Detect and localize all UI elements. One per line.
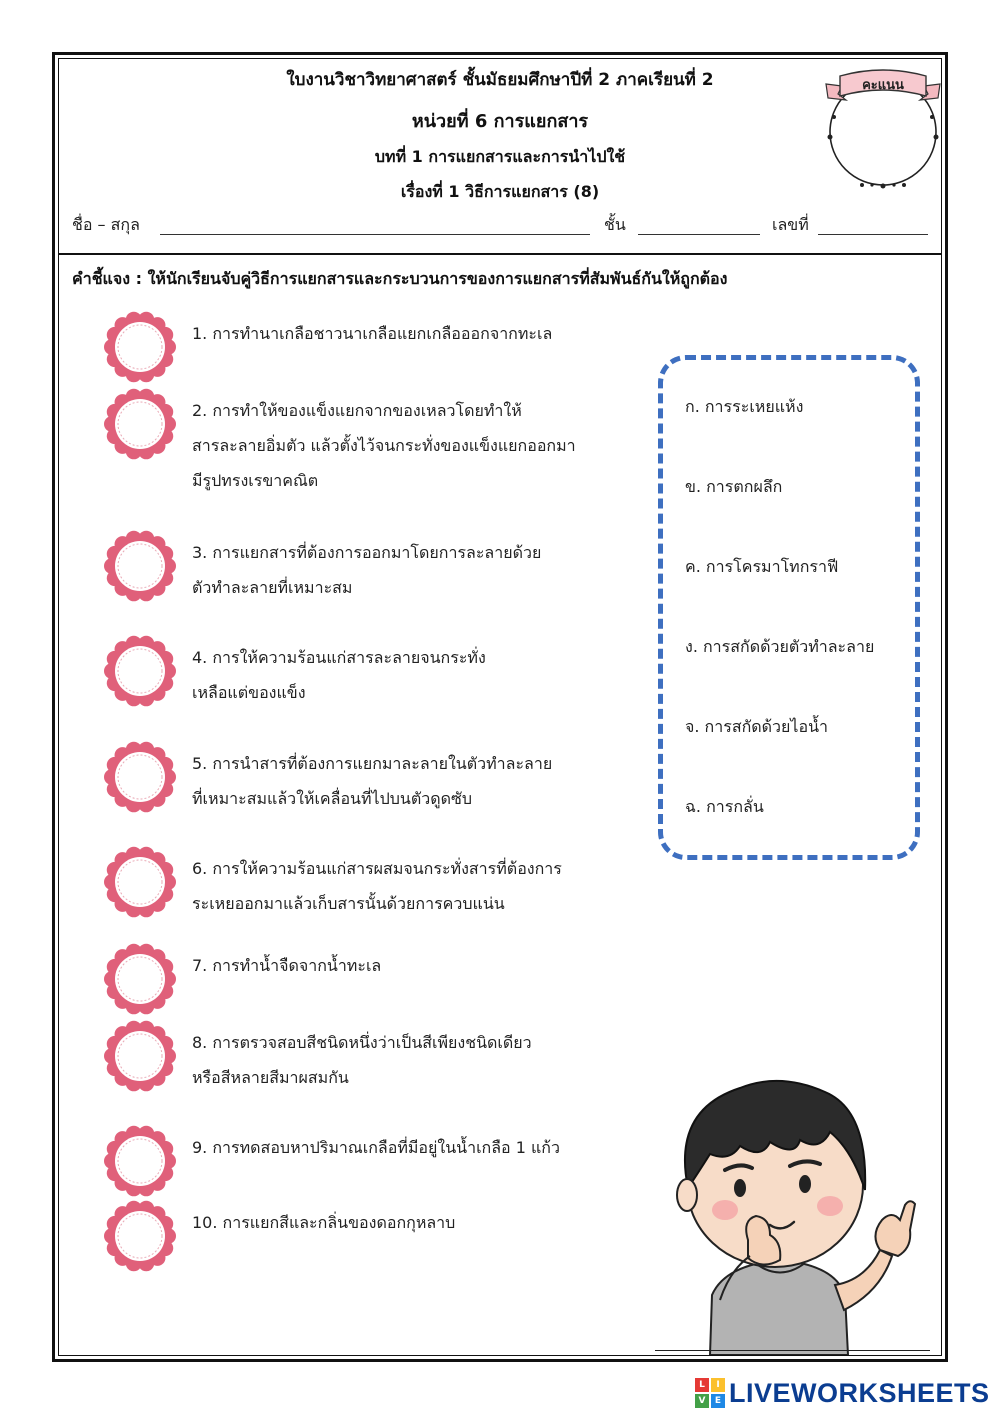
answer-options-box	[658, 355, 920, 860]
liveworksheets-brand: LIVEWORKSHEETS	[729, 1377, 990, 1408]
question-text-line: ระเหยออกมาแล้วเก็บสารนั้นด้วยการควบแน่น	[192, 894, 505, 913]
answer-input[interactable]	[118, 402, 162, 446]
topic-title: เรื่องที่ 1 วิธีการแยกสาร (8)	[400, 182, 600, 201]
question-text-line: 5. การนำสารที่ต้องการแยกมาละลายในตัวทำละลาย	[192, 754, 553, 773]
answer-input[interactable]	[118, 325, 162, 369]
logo-letter: E	[711, 1394, 725, 1408]
answer-option: ค. การโครมาโทกราฟี	[685, 557, 839, 576]
answer-input[interactable]	[118, 957, 162, 1001]
answer-input[interactable]	[118, 860, 162, 904]
illustration-baseline	[655, 1350, 930, 1351]
answer-option: ก. การระเหยแห้ง	[685, 397, 804, 416]
answer-option: ง. การสกัดด้วยตัวทำละลาย	[685, 637, 875, 656]
answer-input[interactable]	[118, 544, 162, 588]
question-text-line: 9. การทดสอบหาปริมาณเกลือที่มีอยู่ในน้ำเกลือ 1 แก้ว	[192, 1138, 560, 1157]
question-text-line: 6. การให้ความร้อนแก่สารผสมจนกระทั่งสารที่ต้องการ	[192, 859, 562, 878]
question-text-line: 2. การทำให้ของแข็งแยกจากของเหลวโดยทำให้	[192, 401, 522, 420]
score-label: คะแนน	[862, 78, 904, 93]
worksheet-title: ใบงานวิชาวิทยาศาสตร์ ชั้นมัธยมศึกษาปีที่ 2 ภาคเรียนที่ 2	[286, 70, 714, 90]
question-text-line: สารละลายอิ่มตัว แล้วตั้งไว้จนกระทั่งของแข็งแยกออกมา	[192, 436, 576, 455]
number-field[interactable]	[818, 234, 928, 235]
answer-option: ฉ. การกลั่น	[685, 797, 764, 816]
number-label: เลขที่	[772, 215, 809, 234]
question-text-line: 3. การแยกสารที่ต้องการออกมาโดยการละลายด้วย	[192, 543, 542, 562]
class-field[interactable]	[638, 234, 760, 235]
answer-input[interactable]	[118, 1139, 162, 1183]
answer-option: จ. การสกัดด้วยไอน้ำ	[685, 717, 828, 736]
logo-letter: I	[711, 1378, 725, 1392]
question-text-line: 10. การแยกสีและกลิ่นของดอกกุหลาบ	[192, 1213, 456, 1232]
question-text-line: 1. การทำนาเกลือชาวนาเกลือแยกเกลือออกจากทะเล	[192, 324, 553, 343]
question-text-line: 4. การให้ความร้อนแก่สารละลายจนกระทั่ง	[192, 648, 486, 667]
question-text-line: หรือสีหลายสีมาผสมกัน	[192, 1068, 349, 1087]
answer-input[interactable]	[118, 755, 162, 799]
question-text-line: 8. การตรวจสอบสีชนิดหนึ่งว่าเป็นสีเพียงชนิดเดียว	[192, 1033, 532, 1052]
question-text-line: มีรูปทรงเรขาคณิต	[192, 471, 319, 490]
thinking-boy-illustration	[630, 1070, 940, 1355]
question-text-line: เหลือแต่ของแข็ง	[192, 683, 306, 702]
chapter-title: บทที่ 1 การแยกสารและการนำไปใช้	[374, 147, 626, 166]
answer-input[interactable]	[118, 1034, 162, 1078]
class-label: ชั้น	[604, 215, 626, 234]
answer-option: ข. การตกผลึก	[685, 477, 783, 496]
unit-title: หน่วยที่ 6 การแยกสาร	[411, 111, 589, 132]
question-text-line: ตัวทำละลายที่เหมาะสม	[192, 578, 353, 597]
logo-letter: V	[695, 1394, 709, 1408]
liveworksheets-mark-icon	[695, 1378, 725, 1408]
liveworksheets-logo	[695, 1376, 990, 1410]
header-divider	[58, 253, 942, 255]
score-wreath	[822, 62, 944, 192]
question-text-line: ที่เหมาะสมแล้วให้เคลื่อนที่ไปบนตัวดูดซับ	[192, 789, 472, 808]
logo-letter: L	[695, 1378, 709, 1392]
name-field[interactable]	[160, 234, 590, 235]
answer-input[interactable]	[118, 1214, 162, 1258]
question-text-line: 7. การทำน้ำจืดจากน้ำทะเล	[192, 956, 382, 975]
instruction-text: คำชี้แจง : ให้นักเรียนจับคู่วิธีการแยกสารและกระบวนการของการแยกสารที่สัมพันธ์กันให้ถูกต้อง	[72, 269, 728, 288]
answer-input[interactable]	[118, 649, 162, 693]
name-label: ชื่อ – สกุล	[72, 215, 140, 234]
